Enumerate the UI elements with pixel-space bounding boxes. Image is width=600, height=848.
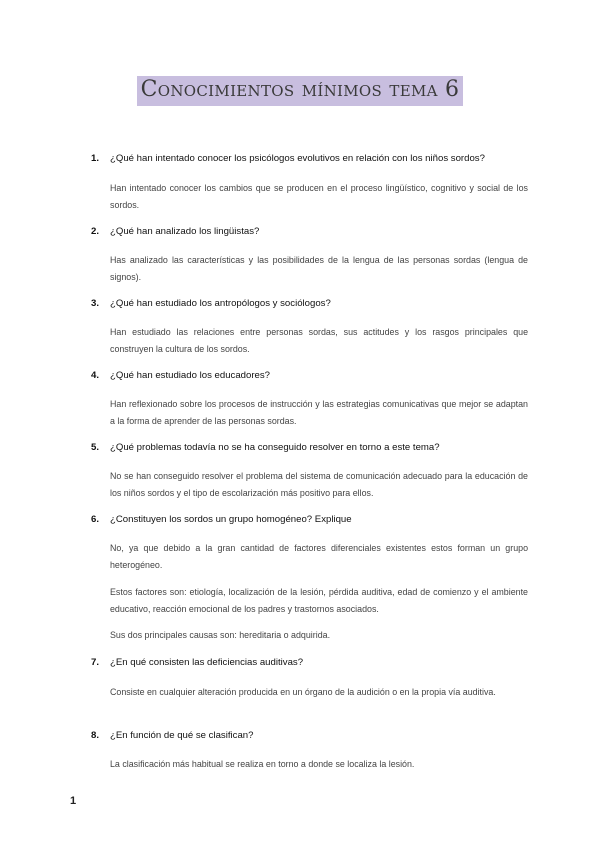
title-wrapper — [0, 76, 600, 106]
question-number: 8. — [91, 730, 100, 741]
answer-2: Has analizado las características y las posibilidades de la lengua de las personas sordas (lengua de signos). — [110, 255, 528, 282]
question-text: ¿En qué consisten las deficiencias auditivas? — [110, 657, 304, 668]
answer-3: Han estudiado las relaciones entre personas sordas, sus actitudes y los rasgos principales que construyen la cultura de los sordos. — [110, 327, 528, 354]
question-number: 5. — [91, 442, 100, 453]
answer-6-2: Estos factores son: etiología, localización de la lesión, pérdida auditiva, edad de comienzo y el ambiente educativo, reacción emocional de los padres y trastornos asociados. — [110, 587, 528, 614]
question-number: 4. — [91, 370, 100, 381]
question-number: 3. — [91, 298, 100, 309]
question-number: 6. — [91, 514, 100, 525]
question-text: ¿Qué han estudiado los antropólogos y sociólogos? — [110, 298, 331, 309]
question-number: 1. — [91, 153, 100, 164]
question-number: 2. — [91, 226, 100, 237]
question-number: 7. — [91, 657, 100, 668]
question-text: ¿Qué problemas todavía no se ha conseguido resolver en torno a este tema? — [110, 442, 440, 453]
question-text: ¿Qué han estudiado los educadores? — [110, 370, 271, 381]
page-title: Conocimientos mínimos tema 6 — [137, 76, 464, 106]
question-text: ¿En función de qué se clasifican? — [110, 730, 254, 741]
answer-8: La clasificación más habitual se realiza en torno a donde se localiza la lesión. — [110, 759, 415, 769]
answer-6-3: Sus dos principales causas son: hereditaria o adquirida. — [110, 630, 331, 640]
answer-1: Han intentado conocer los cambios que se producen en el proceso lingüístico, cognitivo y social de los sordos. — [110, 183, 528, 210]
question-text: ¿Constituyen los sordos un grupo homogéneo? Explique — [110, 514, 352, 525]
answer-7: Consiste en cualquier alteración producida en un órgano de la audición o en la propia vía auditiva. — [110, 687, 496, 697]
answer-5: No se han conseguido resolver el problema del sistema de comunicación adecuado para la educación de los niños sordos y el tipo de escolarización más positivo para ellos. — [110, 471, 528, 498]
answer-6-1: No, ya que debido a la gran cantidad de factores diferenciales existentes estos forman un grupo heterogéneo. — [110, 543, 528, 570]
question-text: ¿Qué han analizado los lingüistas? — [110, 226, 260, 237]
page-number: 1 — [70, 795, 77, 807]
answer-4: Han reflexionado sobre los procesos de instrucción y las estrategias comunicativas que mejor se adaptan a la forma de aprender de las personas sordas. — [110, 399, 528, 426]
question-text: ¿Qué han intentado conocer los psicólogos evolutivos en relación con los niños sordos? — [110, 153, 485, 164]
